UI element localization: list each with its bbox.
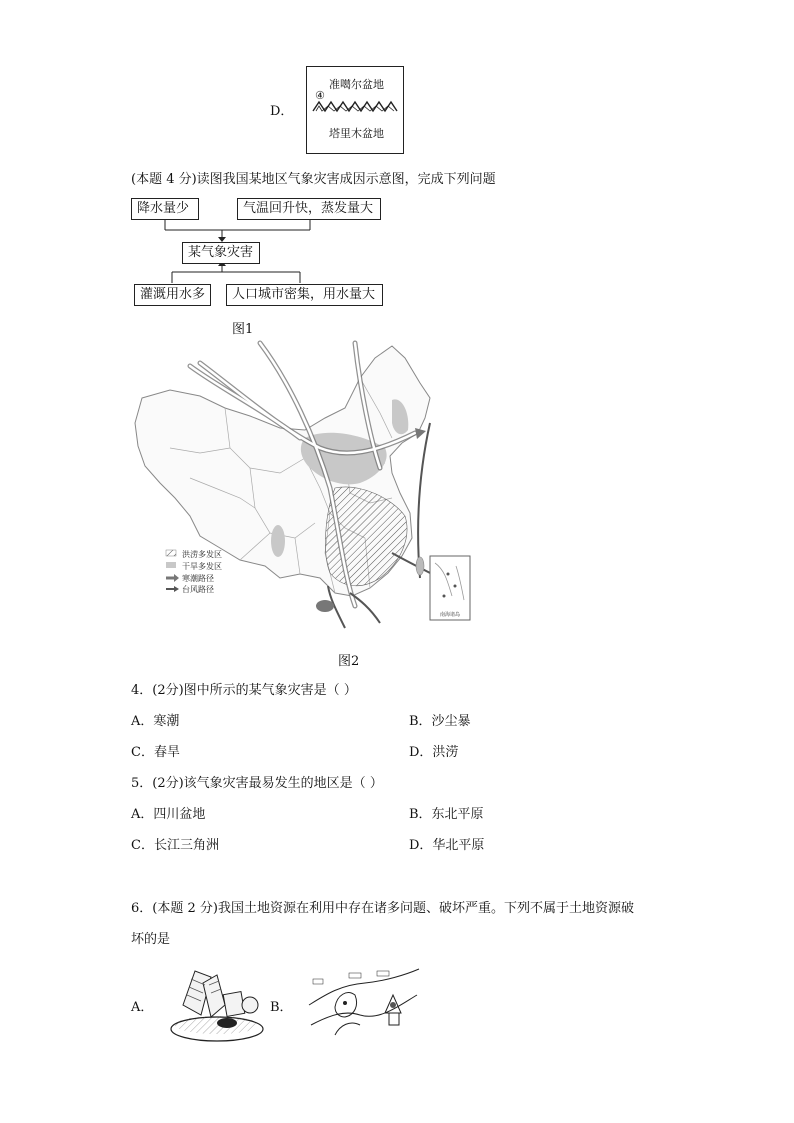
legend-drought-label: 干旱多发区 <box>182 562 222 571</box>
q6-option-a-illustration[interactable] <box>165 965 265 1043</box>
flow-box-high-evaporation: 气温回升快，蒸发量大 <box>237 198 381 220</box>
map-legend <box>166 549 222 594</box>
legend-typhoon-label: 台风路径 <box>182 585 214 594</box>
q4-option-c[interactable]: C．春旱 <box>131 745 180 760</box>
south-china-sea-inset <box>430 556 470 620</box>
question-6-stem-line1: 6．(本题 2 分)我国土地资源在利用中存在诸多问题、破坏严重。下列不属于土地资源破 <box>131 901 634 916</box>
q6-option-b-illustration[interactable] <box>305 965 423 1040</box>
flow-box-urban-water: 人口城市密集，用水量大 <box>226 284 383 306</box>
marker-4: ④ <box>315 89 325 102</box>
hainan-island <box>316 600 334 612</box>
taiwan-island <box>416 557 424 575</box>
legend-flood-swatch <box>166 550 176 556</box>
q6-option-a[interactable]: A． <box>131 1000 154 1015</box>
figure-2-caption: 图2 <box>338 654 360 669</box>
q4-option-a[interactable]: A．寒潮 <box>131 714 180 729</box>
inset-label: 南海诸岛 <box>439 612 461 618</box>
q5-option-d[interactable]: D．华北平原 <box>409 838 485 853</box>
flow-box-irrigation: 灌溉用水多 <box>134 284 211 306</box>
q4-option-b[interactable]: B．沙尘暴 <box>409 714 471 729</box>
question-6-stem-line2: 坏的是 <box>131 932 171 947</box>
question-4-stem: 4．(2分)图中所示的某气象灾害是（ ） <box>131 683 357 698</box>
flow-box-disaster: 某气象灾害 <box>182 242 260 264</box>
question-5-stem: 5．(2分)该气象灾害最易发生的地区是（ ） <box>131 776 383 791</box>
q5-option-c[interactable]: C．长江三角洲 <box>131 838 219 853</box>
legend-drought-swatch <box>166 562 176 568</box>
figure-1-caption: 图1 <box>232 322 254 337</box>
flow-box-low-precipitation: 降水量少 <box>131 198 199 220</box>
q6-option-b[interactable]: B． <box>270 1000 293 1015</box>
legend-flood-label: 洪涝多发区 <box>182 550 222 559</box>
legend-cold-label: 寒潮路径 <box>182 574 214 583</box>
tarim-basin-label: 塔里木盆地 <box>329 127 384 140</box>
q5-option-a[interactable]: A．四川盆地 <box>131 807 206 822</box>
question-intro: (本题 4 分)读图我国某地区气象灾害成因示意图，完成下列问题 <box>131 172 496 187</box>
q4-option-d[interactable]: D．洪涝 <box>409 745 459 760</box>
junggar-basin-label: 准噶尔盆地 <box>329 78 384 91</box>
option-d-label[interactable]: D． <box>270 104 294 119</box>
china-disaster-map <box>130 338 475 633</box>
flowchart-connectors <box>0 0 794 320</box>
q5-option-b[interactable]: B．东北平原 <box>409 807 484 822</box>
